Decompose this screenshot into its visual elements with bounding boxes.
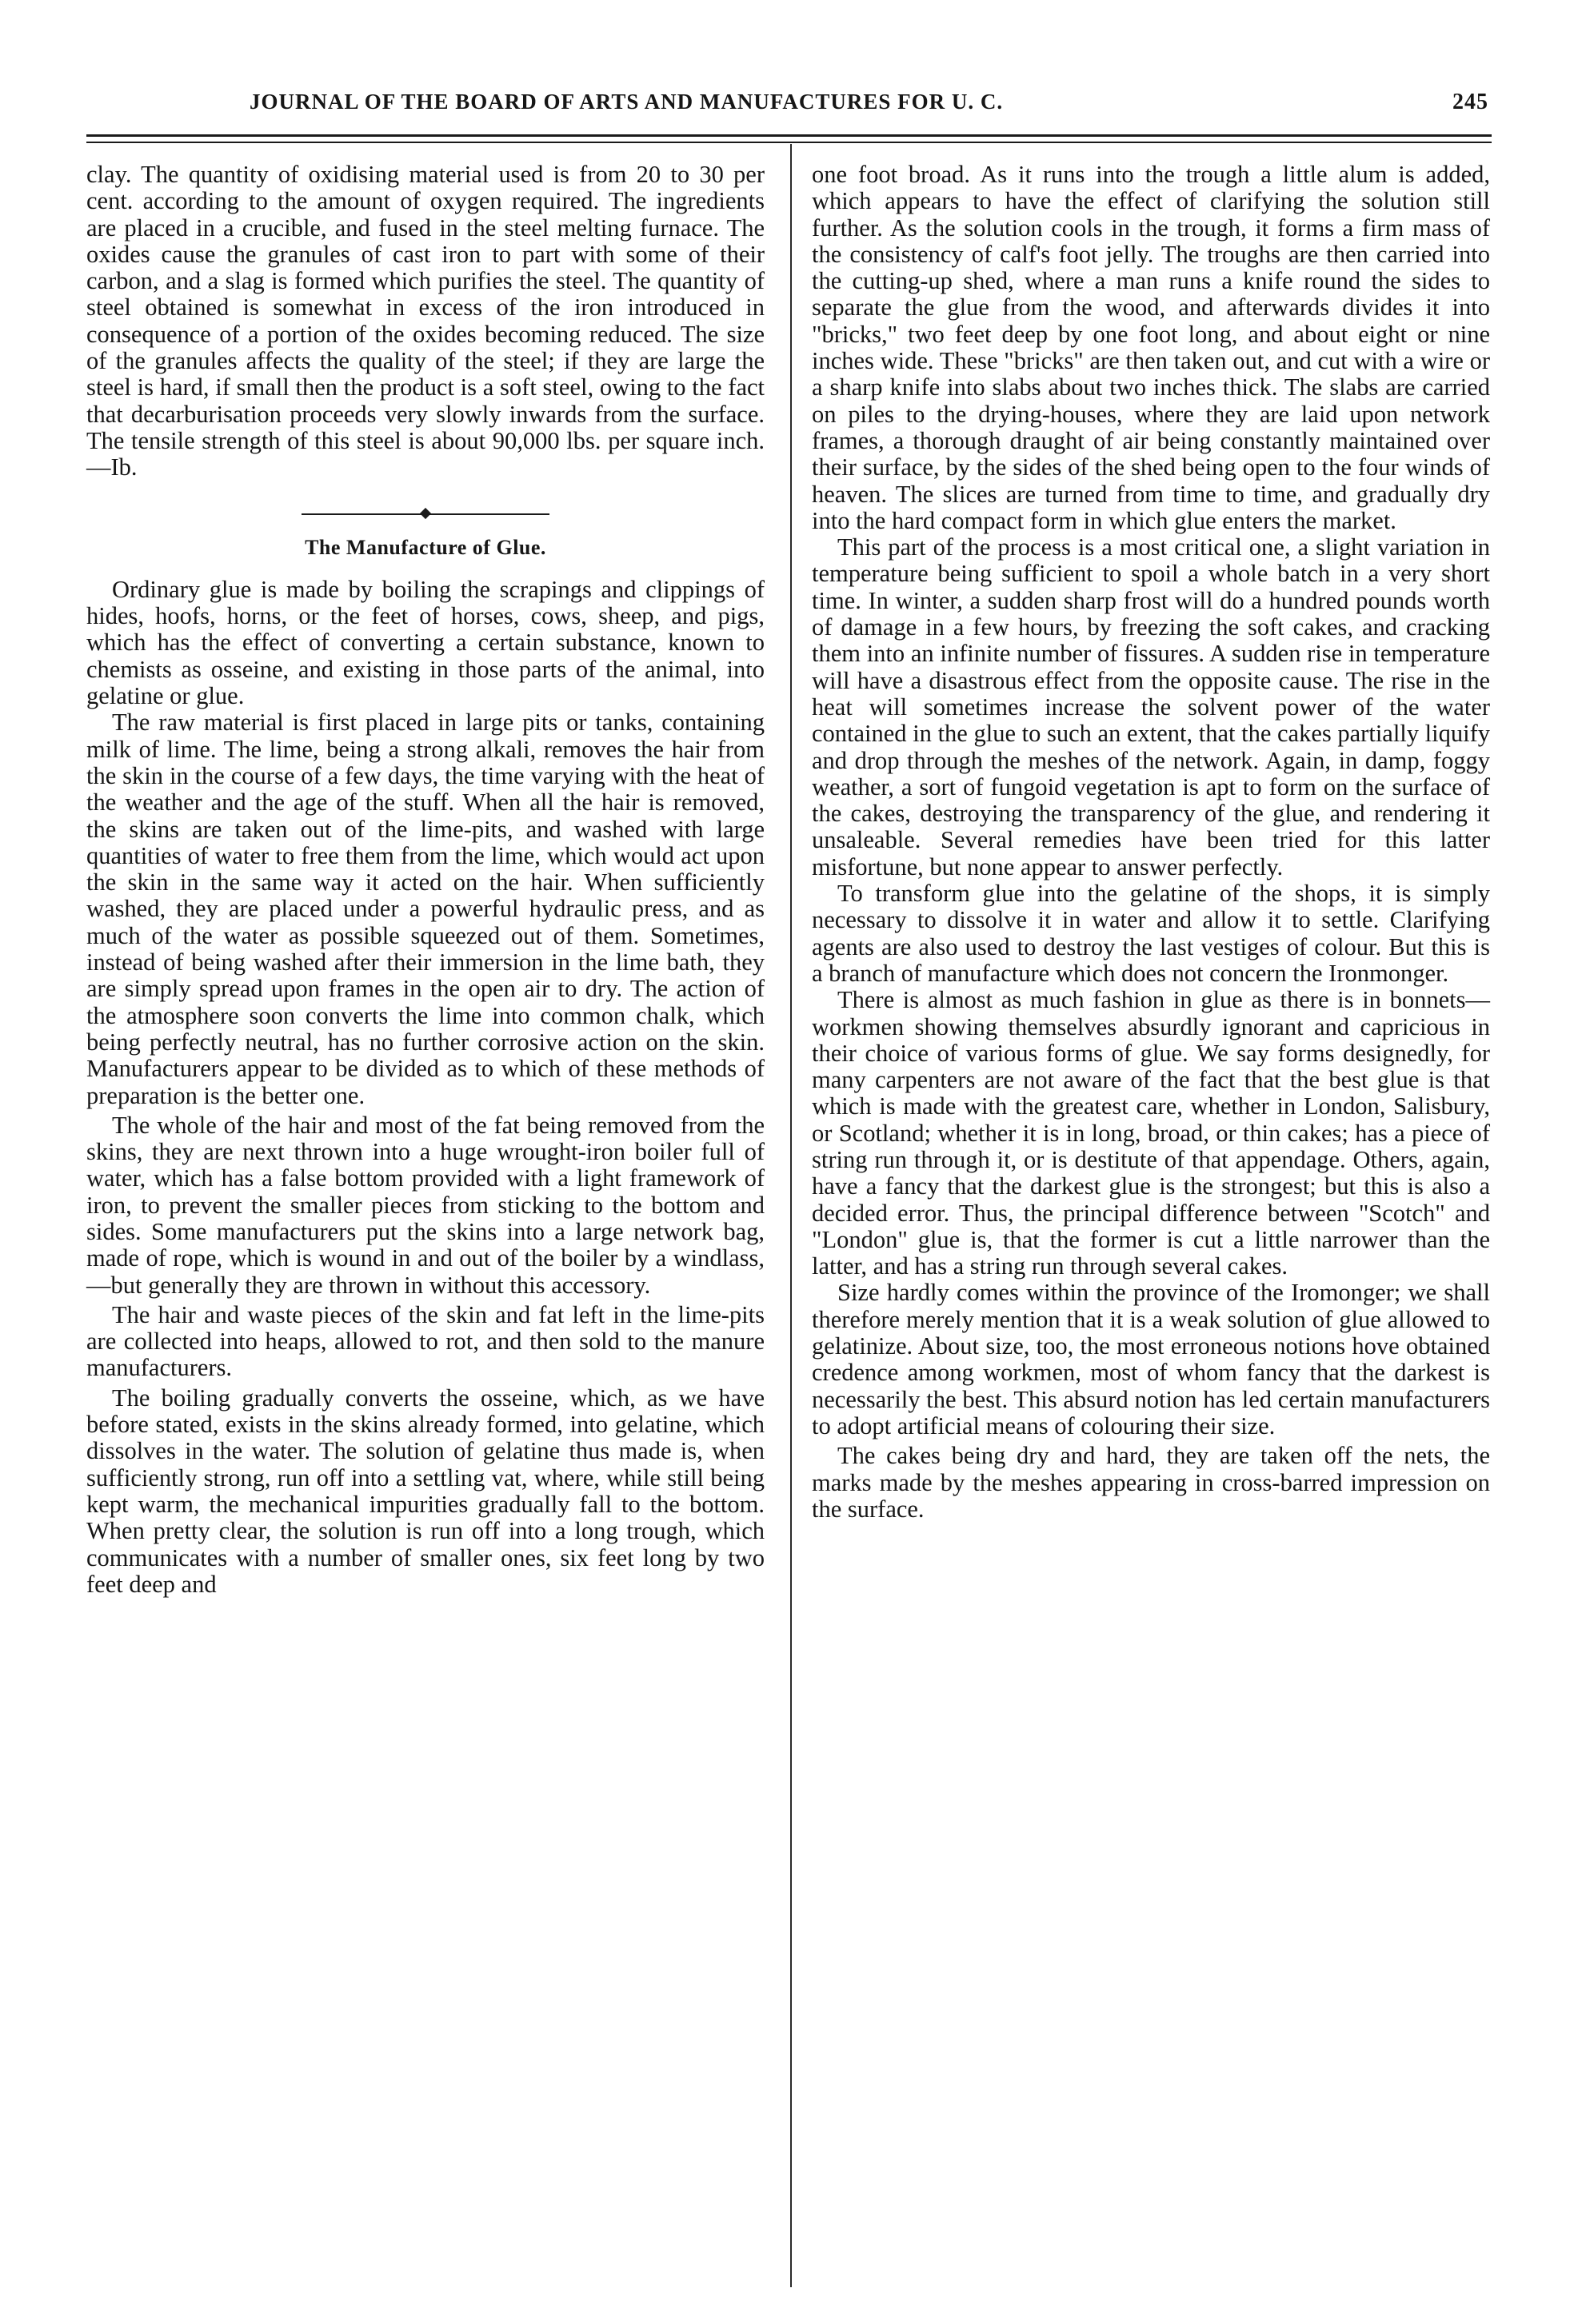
column-divider: [790, 144, 792, 2287]
paragraph-gelatine: To transform glue into the gelatine of the shops, it is simply necessary to dissolve it in water and allow it to settle. Clarifying agents are also used to destroy the last vestiges of colour. But this is a branch of manufacture which does not concern the Ironmonger.: [812, 880, 1490, 987]
paragraph-raw-material: The raw material is first placed in large pits or tanks, containing milk of lime. The lime, being a strong alkali, removes the hair from the skin in the course of a few days, the time varying with the heat of the weather and the age of the stuff. When all the hair is removed, the skins are taken out of the lime-pits, and washed with large quantities of water to free them from the lime, which would act upon the skin in the same way it acted on the hair. When sufficiently washed, they are placed under a powerful hydraulic press, and as much of the water as possible squeezed out of them. Sometimes, instead of being washed after their immersion in the lime bath, they are simply spread upon frames in the open air to dry. The action of the atmosphere soon converts the lime into common chalk, which being perfectly neutral, has no further corrosive action on the skin. Manufacturers appear to be divided as to which of these methods of preparation is the better one.: [86, 709, 765, 1109]
paragraph-critical-process: This part of the process is a most critical one, a slight variation in temperature being sufficient to spoil a whole batch in a very short time. In winter, a sudden sharp frost will do a hundred pounds worth of damage in a few hours, by freezing the soft cakes, and cracking them into an infinite number of fissures. A sudden rise in temperature will have a disastrous effect from the opposite cause. The rise in the heat will sometimes increase the solvent power of the water contained in the glue to such an extent, that the cakes partially liquify and drop through the meshes of the network. Again, in damp, foggy weather, a sort of fungoid vegetation is apt to form on the surface of the cakes, destroying the transparency of the glue, and rendering it unsaleable. Several remedies have been tried for this latter misfortune, but none appear to answer perfectly.: [812, 533, 1490, 880]
paragraph-cakes: The cakes being dry and hard, they are taken off the nets, the marks made by the meshes appearing in cross-barred impression on the surface.: [812, 1442, 1490, 1523]
paragraph-boiler: The whole of the hair and most of the fat being removed from the skins, they are next thrown into a huge wrought-iron boiler full of water, which has a false bottom provided with a light framework of iron, to prevent the smaller pieces from sticking to the bottom and sides. Some manufacturers put the skins into a large network bag, made of rope, which is wound in and out of the boiler by a windlass,—but generally they are thrown in without this accessory.: [86, 1111, 765, 1299]
paragraph-steel-continued: clay. The quantity of oxidising material used is from 20 to 30 per cent. according to the amount of oxygen required. The ingredients are placed in a crucible, and fused in the steel melting furnace. The oxides cause the granules of cast iron to part with some of their carbon, and a slag is formed which purifies the steel. The quantity of steel obtained is somewhat in excess of the iron introduced in consequence of a portion of the oxides becoming reduced. The size of the granules affects the quality of the steel; if they are large the steel is hard, if small then the product is a soft steel, owing to the fact that decarburisation proceeds very slowly inwards from the surface. The tensile strength of this steel is about 90,000 lbs. per square inch.—Ib.: [86, 161, 765, 481]
running-title: JOURNAL OF THE BOARD OF ARTS AND MANUFACTURES FOR U. C.: [250, 90, 1004, 114]
section-separator: [302, 513, 549, 515]
left-column: [86, 162, 765, 1598]
paragraph-boiling: The boiling gradually converts the osseine, which, as we have before stated, exists in the skins already formed, into gelatine, which dissolves in the water. The solution of gelatine thus made is, when sufficiently strong, run off into a settling vat, where, while still being kept warm, the mechanical impurities gradually fall to the bottom. When pretty clear, the solution is run off into a long trough, which communicates with a number of smaller ones, six feet long by two feet deep and: [86, 1384, 765, 1598]
paragraph-glue-intro: Ordinary glue is made by boiling the scrapings and clippings of hides, hoofs, horns, or the feet of horses, cows, sheep, and pigs, which has the effect of converting a certain substance, known to chemists as osseine, and existing in those parts of the animal, into gelatine or glue.: [86, 575, 765, 710]
page-number: 245: [1452, 90, 1488, 114]
paragraph-trough: one foot broad. As it runs into the trough a little alum is added, which appears to have the effect of clarifying the solution still further. As the solution cools in the trough, it forms a firm mass of the consistency of calf's foot jelly. The troughs are then carried into the cutting-up shed, where a man runs a knife round the sides to separate the glue from the wood, and afterwards divides it into "bricks," two feet deep by one foot long, and about eight or nine inches wide. These "bricks" are then taken out, and cut with a wire or a sharp knife into slabs about two inches thick. The slabs are carried on piles to the drying-houses, where they are laid upon network frames, a thorough draught of air being constantly maintained over their surface, by the sides of the shed being open to the four winds of heaven. The slices are turned from time to time, and gradually dry into the hard compact form in which glue enters the market.: [812, 161, 1490, 534]
paragraph-fashion: There is almost as much fashion in glue as there is in bonnets—workmen showing themselves absurdly ignorant and capricious in their choice of various forms of glue. We say forms designedly, for many carpenters are not aware of the fact that the best glue is that which is made with the greatest care, whether in London, Salisbury, or Scotland; whether it is in long, broad, or thin cakes; has a piece of string run through it, or is destitute of that appendage. Others, again, have a fancy that the darkest glue is the strongest; but this is also a decided error. Thus, the principal difference between "Scotch" and "London" glue is, that the former is cut a little narrower than the latter, and has a string run through several cakes.: [812, 986, 1490, 1280]
section-title: The Manufacture of Glue.: [305, 535, 546, 559]
paragraph-size: Size hardly comes within the province of the Iromonger; we shall therefore merely mention that it is a weak solution of glue allowed to gelatinize. About size, too, the most erroneous notions hove obtained credence among workmen, most of whom fancy that the darkest is necessarily the best. This absurd notion has led certain manufacturers to adopt artificial means of colouring their size.: [812, 1279, 1490, 1440]
running-head: [90, 80, 1488, 128]
paragraph-waste: The hair and waste pieces of the skin and fat left in the lime-pits are collected into heaps, allowed to rot, and then sold to the manure manufacturers.: [86, 1300, 765, 1382]
right-column: [812, 162, 1490, 1523]
header-double-rule: [86, 134, 1492, 143]
separator-diamond: [420, 507, 431, 518]
